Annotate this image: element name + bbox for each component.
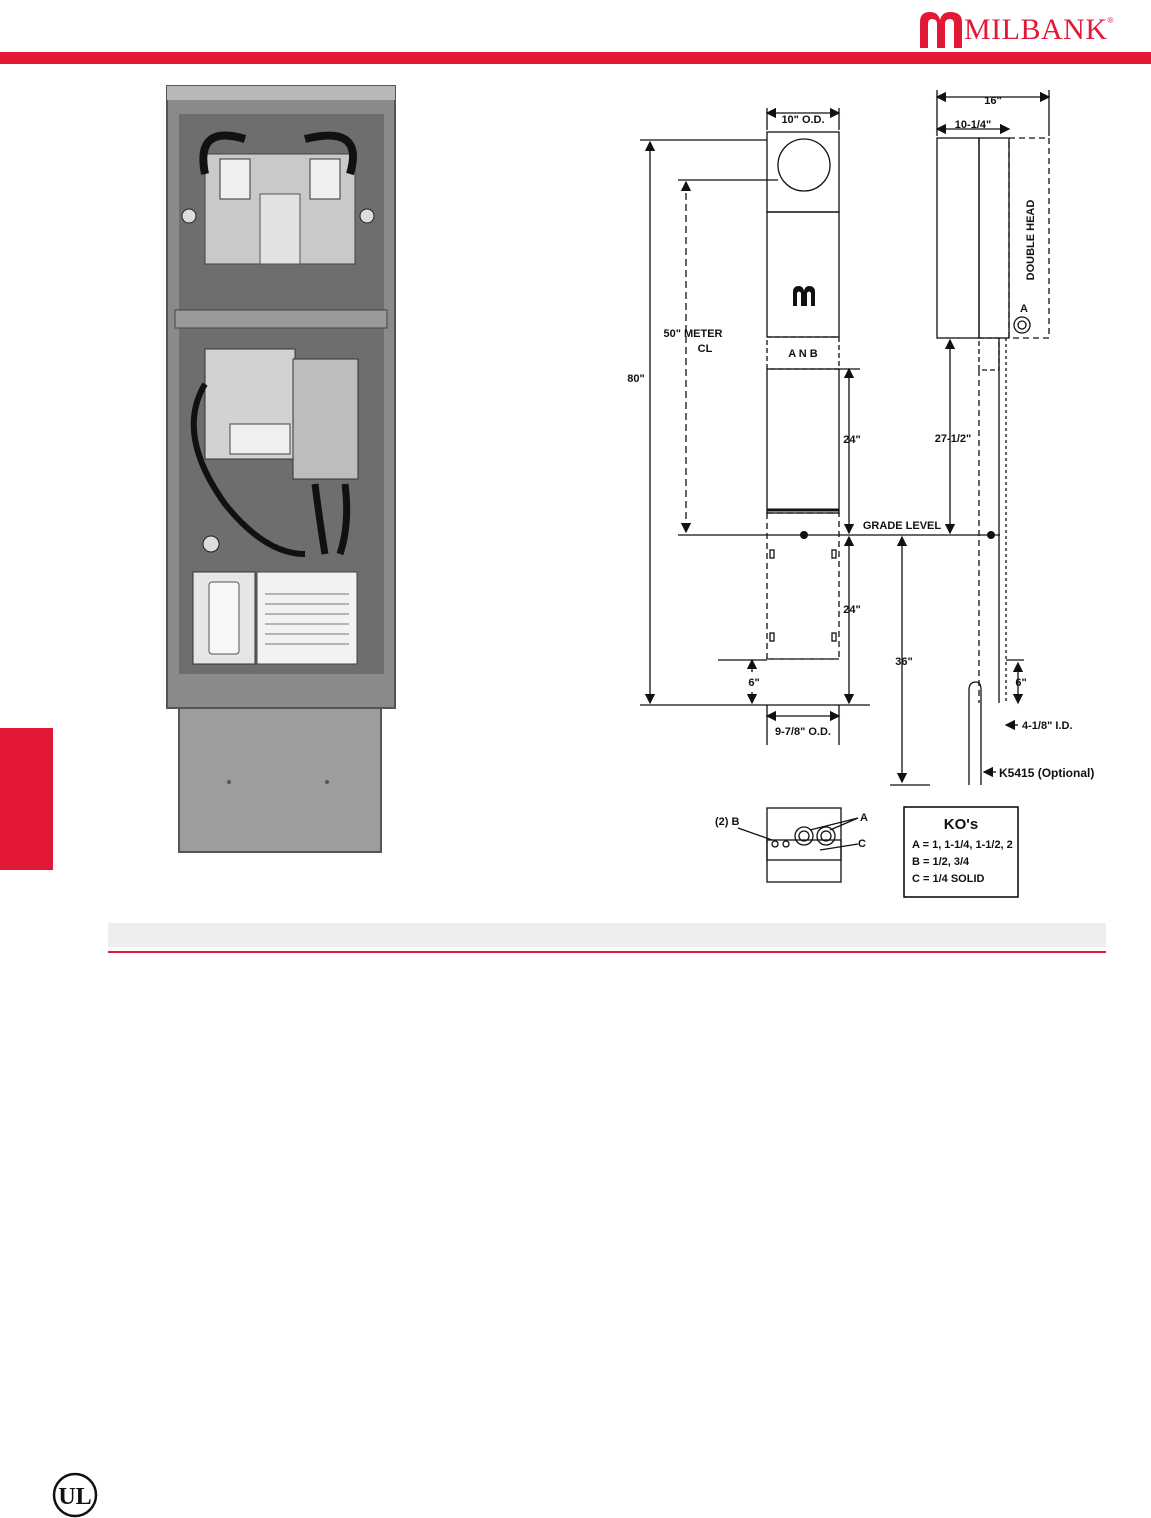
lower-24-label: 24" [843,604,861,616]
bottom-od-label: 9-7/8" O.D. [775,726,831,738]
front-6-label: 6" [748,677,760,689]
ko-c-label: C [858,838,866,850]
ko-line-a: A = 1, 1-1/4, 1-1/2, 2 [912,839,1013,851]
overall-height-label: 80" [627,373,645,385]
ul-logo-text: UL [58,1484,92,1510]
header-bar [0,52,1151,64]
milbank-logo [918,6,1113,48]
side-6-label: 6" [1015,677,1027,689]
ko-b-label: (2) B [715,816,740,828]
ul-listed-icon [50,1472,100,1518]
section-tab [0,728,53,870]
dimension-drawing [600,80,1120,900]
ko-a-bottom-label: A [860,812,868,824]
red-divider [108,951,1106,953]
pedestal-photo [165,84,397,856]
upper-24-label: 24" [843,434,861,446]
door-logo-icon [793,286,815,306]
section-band [108,923,1106,947]
ko-line-c: C = 1/4 SOLID [912,873,985,885]
milbank-arch-icon [918,10,964,48]
ko-box-title: KO's [943,816,979,833]
ko-line-b: B = 1/2, 3/4 [912,856,970,868]
brand-name: MILBANK [964,13,1108,46]
above-grade-label: 27-1/2" [934,433,972,445]
burial-depth-label: 36" [895,656,913,668]
optional-part-label: K5415 (Optional) [999,766,1095,780]
registered-mark: ® [1107,16,1114,25]
inner-dia-label: 4-1/8" I.D. [1022,720,1073,732]
grade-level-label: GRADE LEVEL [862,520,942,532]
ko-a-label: A [1020,303,1028,315]
meter-cl-label: 50" METER [663,328,723,340]
top-od-label: 10" O.D. [781,114,825,126]
inner-width-label: 10-1/4" [954,119,992,131]
overall-width-label: 16" [984,95,1002,107]
abn-labels: A N B [788,348,818,360]
meter-cl-symbol: CL [697,343,713,355]
double-head-label: DOUBLE HEAD [1025,199,1037,281]
